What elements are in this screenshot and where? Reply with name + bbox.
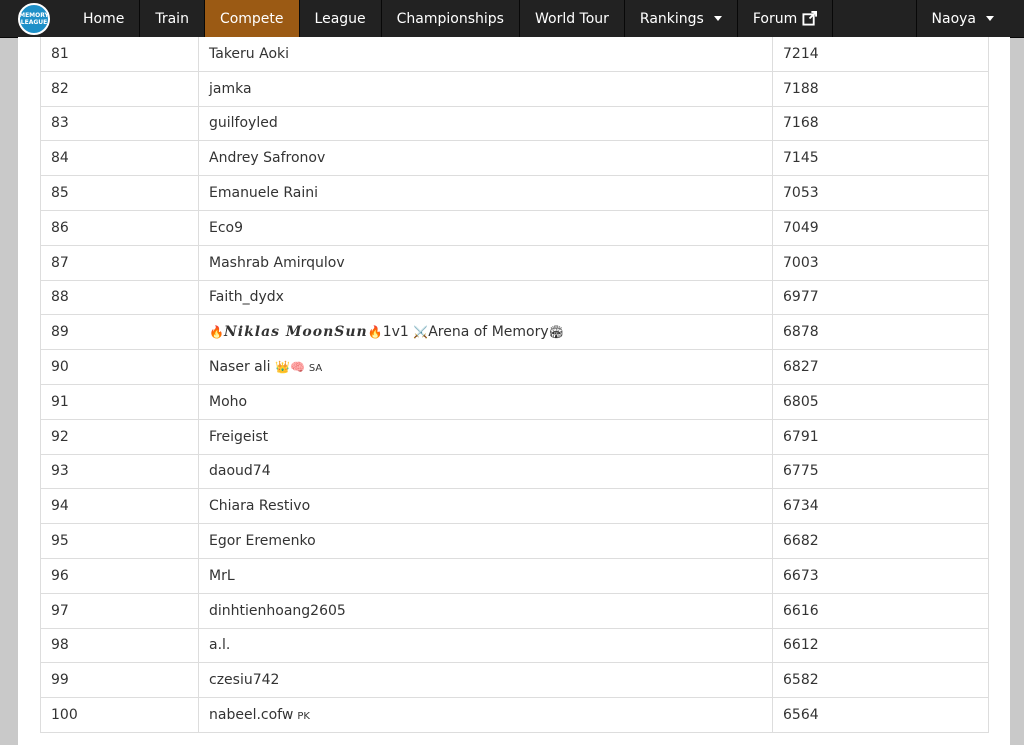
rank-cell: 82 [41, 71, 199, 106]
nav-compete[interactable]: Compete [205, 0, 300, 37]
player-name-text: Naser ali [209, 359, 275, 376]
player-name-link[interactable]: Freigeist [199, 419, 773, 454]
table-row [41, 384, 989, 419]
table-row [41, 489, 989, 524]
score-cell: 6673 [773, 558, 989, 593]
score-cell: 7214 [773, 37, 989, 71]
player-name-link[interactable]: MrL [199, 558, 773, 593]
score-cell: 7003 [773, 245, 989, 280]
rank-cell: 90 [41, 350, 199, 385]
rank-cell: 83 [41, 106, 199, 141]
score-cell: 6791 [773, 419, 989, 454]
country-code: SA [308, 363, 323, 375]
table-row [41, 698, 989, 733]
table-row [41, 454, 989, 489]
score-cell: 6564 [773, 698, 989, 733]
home-logo-link[interactable] [0, 0, 68, 37]
rank-cell: 95 [41, 524, 199, 559]
nav-train[interactable]: Train [140, 0, 205, 37]
score-cell: 7145 [773, 141, 989, 176]
nav-championships[interactable]: Championships [382, 0, 520, 37]
score-cell: 7053 [773, 176, 989, 211]
score-cell: 7049 [773, 210, 989, 245]
external-link-icon [802, 11, 817, 26]
nav-world-tour[interactable]: World Tour [520, 0, 625, 37]
fire-icon: 🔥 [209, 325, 224, 340]
score-cell: 6805 [773, 384, 989, 419]
player-name-styled: Niklas MoonSun [223, 324, 368, 341]
player-name-text: Arena of Memory [428, 324, 549, 341]
rankings-table [40, 37, 989, 733]
table-row [41, 315, 989, 350]
rank-cell: 89 [41, 315, 199, 350]
player-name-link[interactable] [199, 350, 773, 385]
player-name-text: 1v1 [382, 324, 414, 341]
player-name-link[interactable] [199, 698, 773, 733]
chevron-down-icon [714, 16, 722, 21]
rank-cell: 92 [41, 419, 199, 454]
player-name-link[interactable]: Faith_dydx [199, 280, 773, 315]
score-cell: 6775 [773, 454, 989, 489]
fire-icon: 🔥 [367, 325, 383, 340]
score-cell: 6878 [773, 315, 989, 350]
rank-cell: 98 [41, 628, 199, 663]
rank-cell: 88 [41, 280, 199, 315]
nav-forum-label: Forum [752, 10, 798, 27]
top-navbar [0, 0, 1024, 38]
score-cell: 6612 [773, 628, 989, 663]
rank-cell: 93 [41, 454, 199, 489]
table-row [41, 71, 989, 106]
player-name-link[interactable]: Moho [199, 384, 773, 419]
rank-cell: 99 [41, 663, 199, 698]
memory-league-logo: MEMORY LEAGUE [18, 3, 50, 35]
score-cell: 6734 [773, 489, 989, 524]
rank-cell: 100 [41, 698, 199, 733]
brain-icon: 🧠 [289, 360, 305, 375]
score-cell: 7188 [773, 71, 989, 106]
rank-cell: 84 [41, 141, 199, 176]
player-name-link[interactable]: czesiu742 [199, 663, 773, 698]
player-name-link[interactable]: Egor Eremenko [199, 524, 773, 559]
table-row [41, 593, 989, 628]
player-name-link[interactable]: Chiara Restivo [199, 489, 773, 524]
table-row [41, 141, 989, 176]
player-name-link[interactable]: Mashrab Amirqulov [199, 245, 773, 280]
player-name-link[interactable]: Emanuele Raini [199, 176, 773, 211]
score-cell: 7168 [773, 106, 989, 141]
player-name-link[interactable] [199, 315, 773, 350]
table-row [41, 558, 989, 593]
player-name-link[interactable]: Eco9 [199, 210, 773, 245]
table-row [41, 628, 989, 663]
table-row [41, 280, 989, 315]
nav-rankings-dropdown[interactable] [625, 0, 738, 37]
player-name-link[interactable]: dinhtienhoang2605 [199, 593, 773, 628]
rank-cell: 94 [41, 489, 199, 524]
country-code: PK [297, 711, 310, 723]
player-name-link[interactable]: Takeru Aoki [199, 37, 773, 71]
nav-league[interactable]: League [300, 0, 382, 37]
table-row [41, 524, 989, 559]
rank-cell: 96 [41, 558, 199, 593]
table-row [41, 350, 989, 385]
table-row [41, 210, 989, 245]
table-row [41, 176, 989, 211]
nav-home[interactable]: Home [68, 0, 140, 37]
user-name: Naoya [931, 10, 976, 27]
crossed-swords-icon: ⚔️ [413, 325, 429, 340]
table-row [41, 419, 989, 454]
rank-cell: 86 [41, 210, 199, 245]
player-name-link[interactable]: a.l. [199, 628, 773, 663]
table-row [41, 37, 989, 71]
rank-cell: 91 [41, 384, 199, 419]
rank-cell: 87 [41, 245, 199, 280]
chevron-down-icon [986, 16, 994, 21]
player-name-link[interactable]: Andrey Safronov [199, 141, 773, 176]
rank-cell: 85 [41, 176, 199, 211]
score-cell: 6977 [773, 280, 989, 315]
score-cell: 6682 [773, 524, 989, 559]
nav-forum[interactable] [738, 0, 833, 37]
score-cell: 6827 [773, 350, 989, 385]
score-cell: 6616 [773, 593, 989, 628]
stadium-icon: 🏟 [548, 325, 564, 340]
player-name-link[interactable]: daoud74 [199, 454, 773, 489]
user-menu-dropdown[interactable] [916, 0, 1024, 37]
table-row [41, 245, 989, 280]
rank-cell: 81 [41, 37, 199, 71]
score-cell: 6582 [773, 663, 989, 698]
rank-cell: 97 [41, 593, 199, 628]
player-name-link[interactable]: guilfoyled [199, 106, 773, 141]
table-row [41, 106, 989, 141]
nav-rankings-label: Rankings [639, 10, 704, 27]
rankings-panel [18, 37, 1010, 745]
player-name-link[interactable]: jamka [199, 71, 773, 106]
player-name-text: nabeel.cofw [209, 707, 294, 724]
crown-icon: 👑 [274, 360, 290, 375]
table-row [41, 663, 989, 698]
